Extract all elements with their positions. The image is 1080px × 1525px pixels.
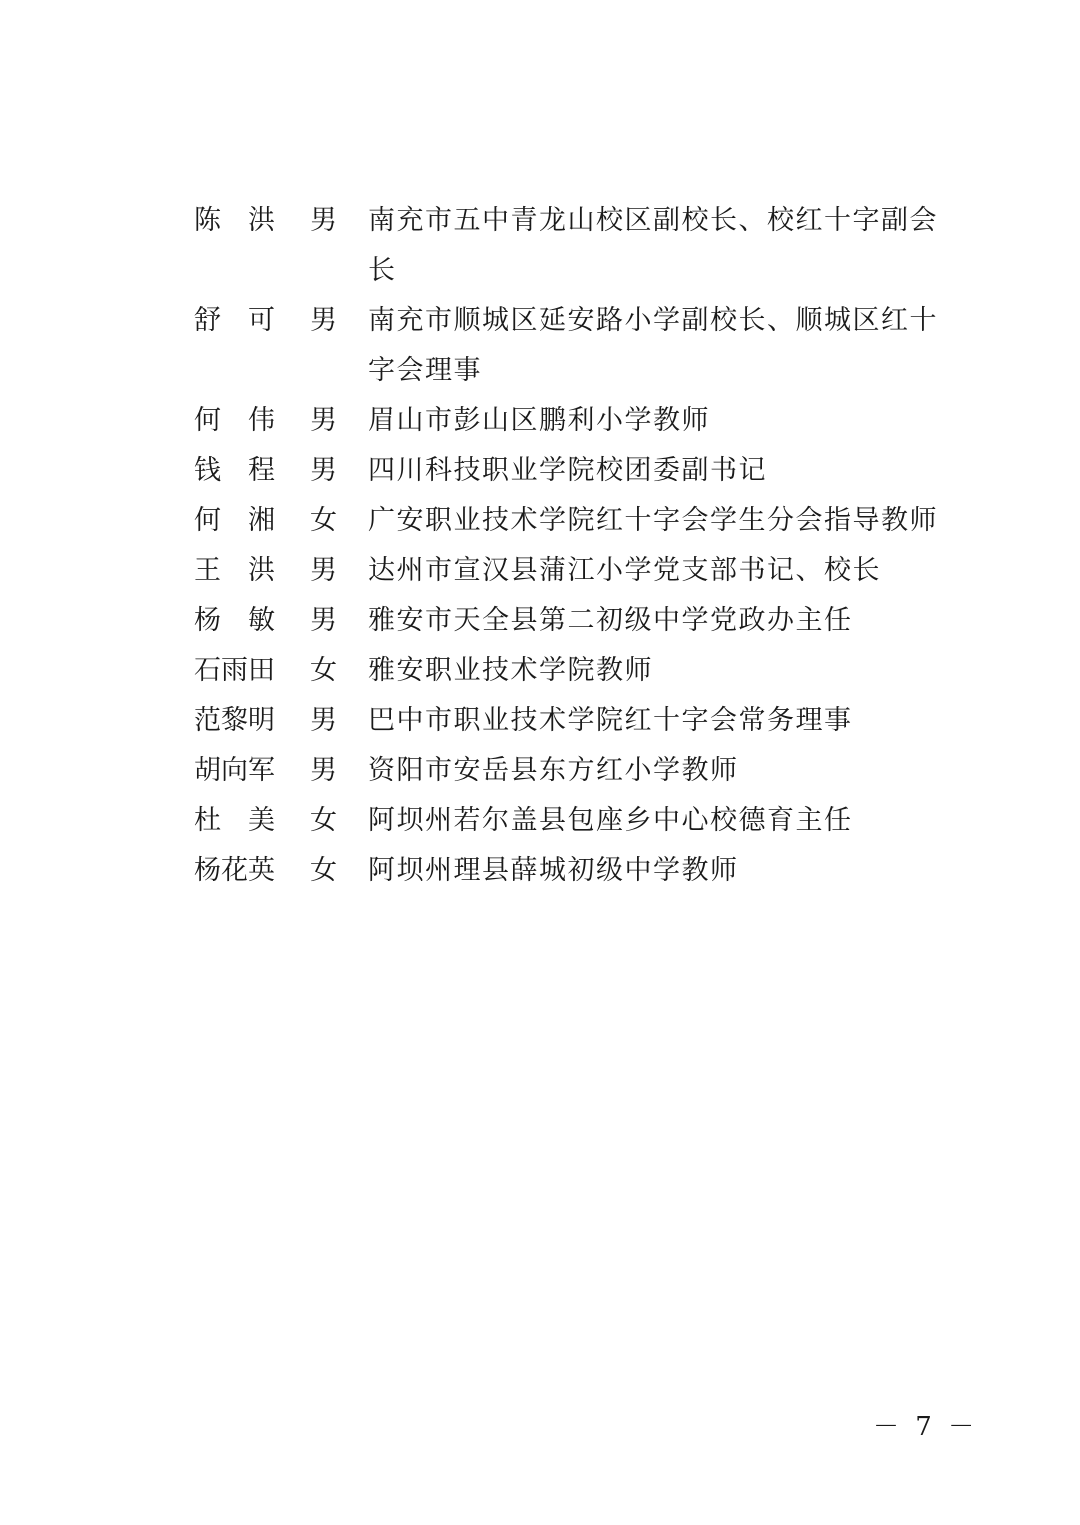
list-item — [194, 846, 954, 896]
person-gender: 女 — [310, 655, 337, 686]
person-gender: 男 — [310, 605, 337, 636]
person-name: 范黎明 — [194, 705, 275, 736]
list-item — [194, 596, 954, 646]
person-name: 钱 程 — [194, 455, 275, 486]
person-name: 舒 可 — [194, 305, 275, 336]
person-gender: 女 — [310, 855, 337, 886]
list-item — [194, 746, 954, 796]
person-title: 阿坝州若尔盖县包座乡中心校德育主任 — [368, 805, 853, 836]
person-gender: 女 — [310, 805, 337, 836]
person-name: 杨 敏 — [194, 605, 275, 636]
person-title: 阿坝州理县薛城初级中学教师 — [368, 855, 739, 886]
person-gender: 男 — [310, 755, 337, 786]
person-title: 眉山市彭山区鹏利小学教师 — [368, 405, 710, 436]
person-title: 广安职业技术学院红十字会学生分会指导教师 — [368, 505, 938, 536]
list-item — [194, 546, 954, 596]
list-item — [194, 696, 954, 746]
person-gender: 男 — [310, 405, 337, 436]
person-name: 胡向军 — [194, 755, 275, 786]
list-item — [194, 296, 954, 396]
person-gender: 男 — [310, 705, 337, 736]
person-name: 杨花英 — [194, 855, 275, 886]
list-item — [194, 796, 954, 846]
person-gender: 男 — [310, 305, 337, 336]
list-item — [194, 196, 954, 296]
list-item — [194, 646, 954, 696]
person-name: 何 伟 — [194, 405, 275, 436]
person-gender: 女 — [310, 505, 337, 536]
person-name: 王 洪 — [194, 555, 275, 586]
person-title: 南充市顺城区延安路小学副校长、顺城区红十字会理事 — [368, 305, 938, 386]
person-title: 资阳市安岳县东方红小学教师 — [368, 755, 739, 786]
person-title: 雅安市天全县第二初级中学党政办主任 — [368, 605, 853, 636]
page-number: － 7 － — [873, 1412, 979, 1442]
person-name: 何 湘 — [194, 505, 275, 536]
person-title: 雅安职业技术学院教师 — [368, 655, 653, 686]
person-name: 石雨田 — [194, 655, 275, 686]
person-gender: 男 — [310, 455, 337, 486]
person-name: 陈 洪 — [194, 205, 275, 236]
member-list — [194, 196, 954, 896]
person-title: 达州市宣汉县蒲江小学党支部书记、校长 — [368, 555, 881, 586]
person-name: 杜 美 — [194, 805, 275, 836]
person-gender: 男 — [310, 555, 337, 586]
list-item — [194, 446, 954, 496]
person-title: 南充市五中青龙山校区副校长、校红十字副会长 — [368, 205, 938, 286]
person-title: 四川科技职业学院校团委副书记 — [368, 455, 767, 486]
list-item — [194, 496, 954, 546]
person-title: 巴中市职业技术学院红十字会常务理事 — [368, 705, 853, 736]
list-item — [194, 396, 954, 446]
person-gender: 男 — [310, 205, 337, 236]
